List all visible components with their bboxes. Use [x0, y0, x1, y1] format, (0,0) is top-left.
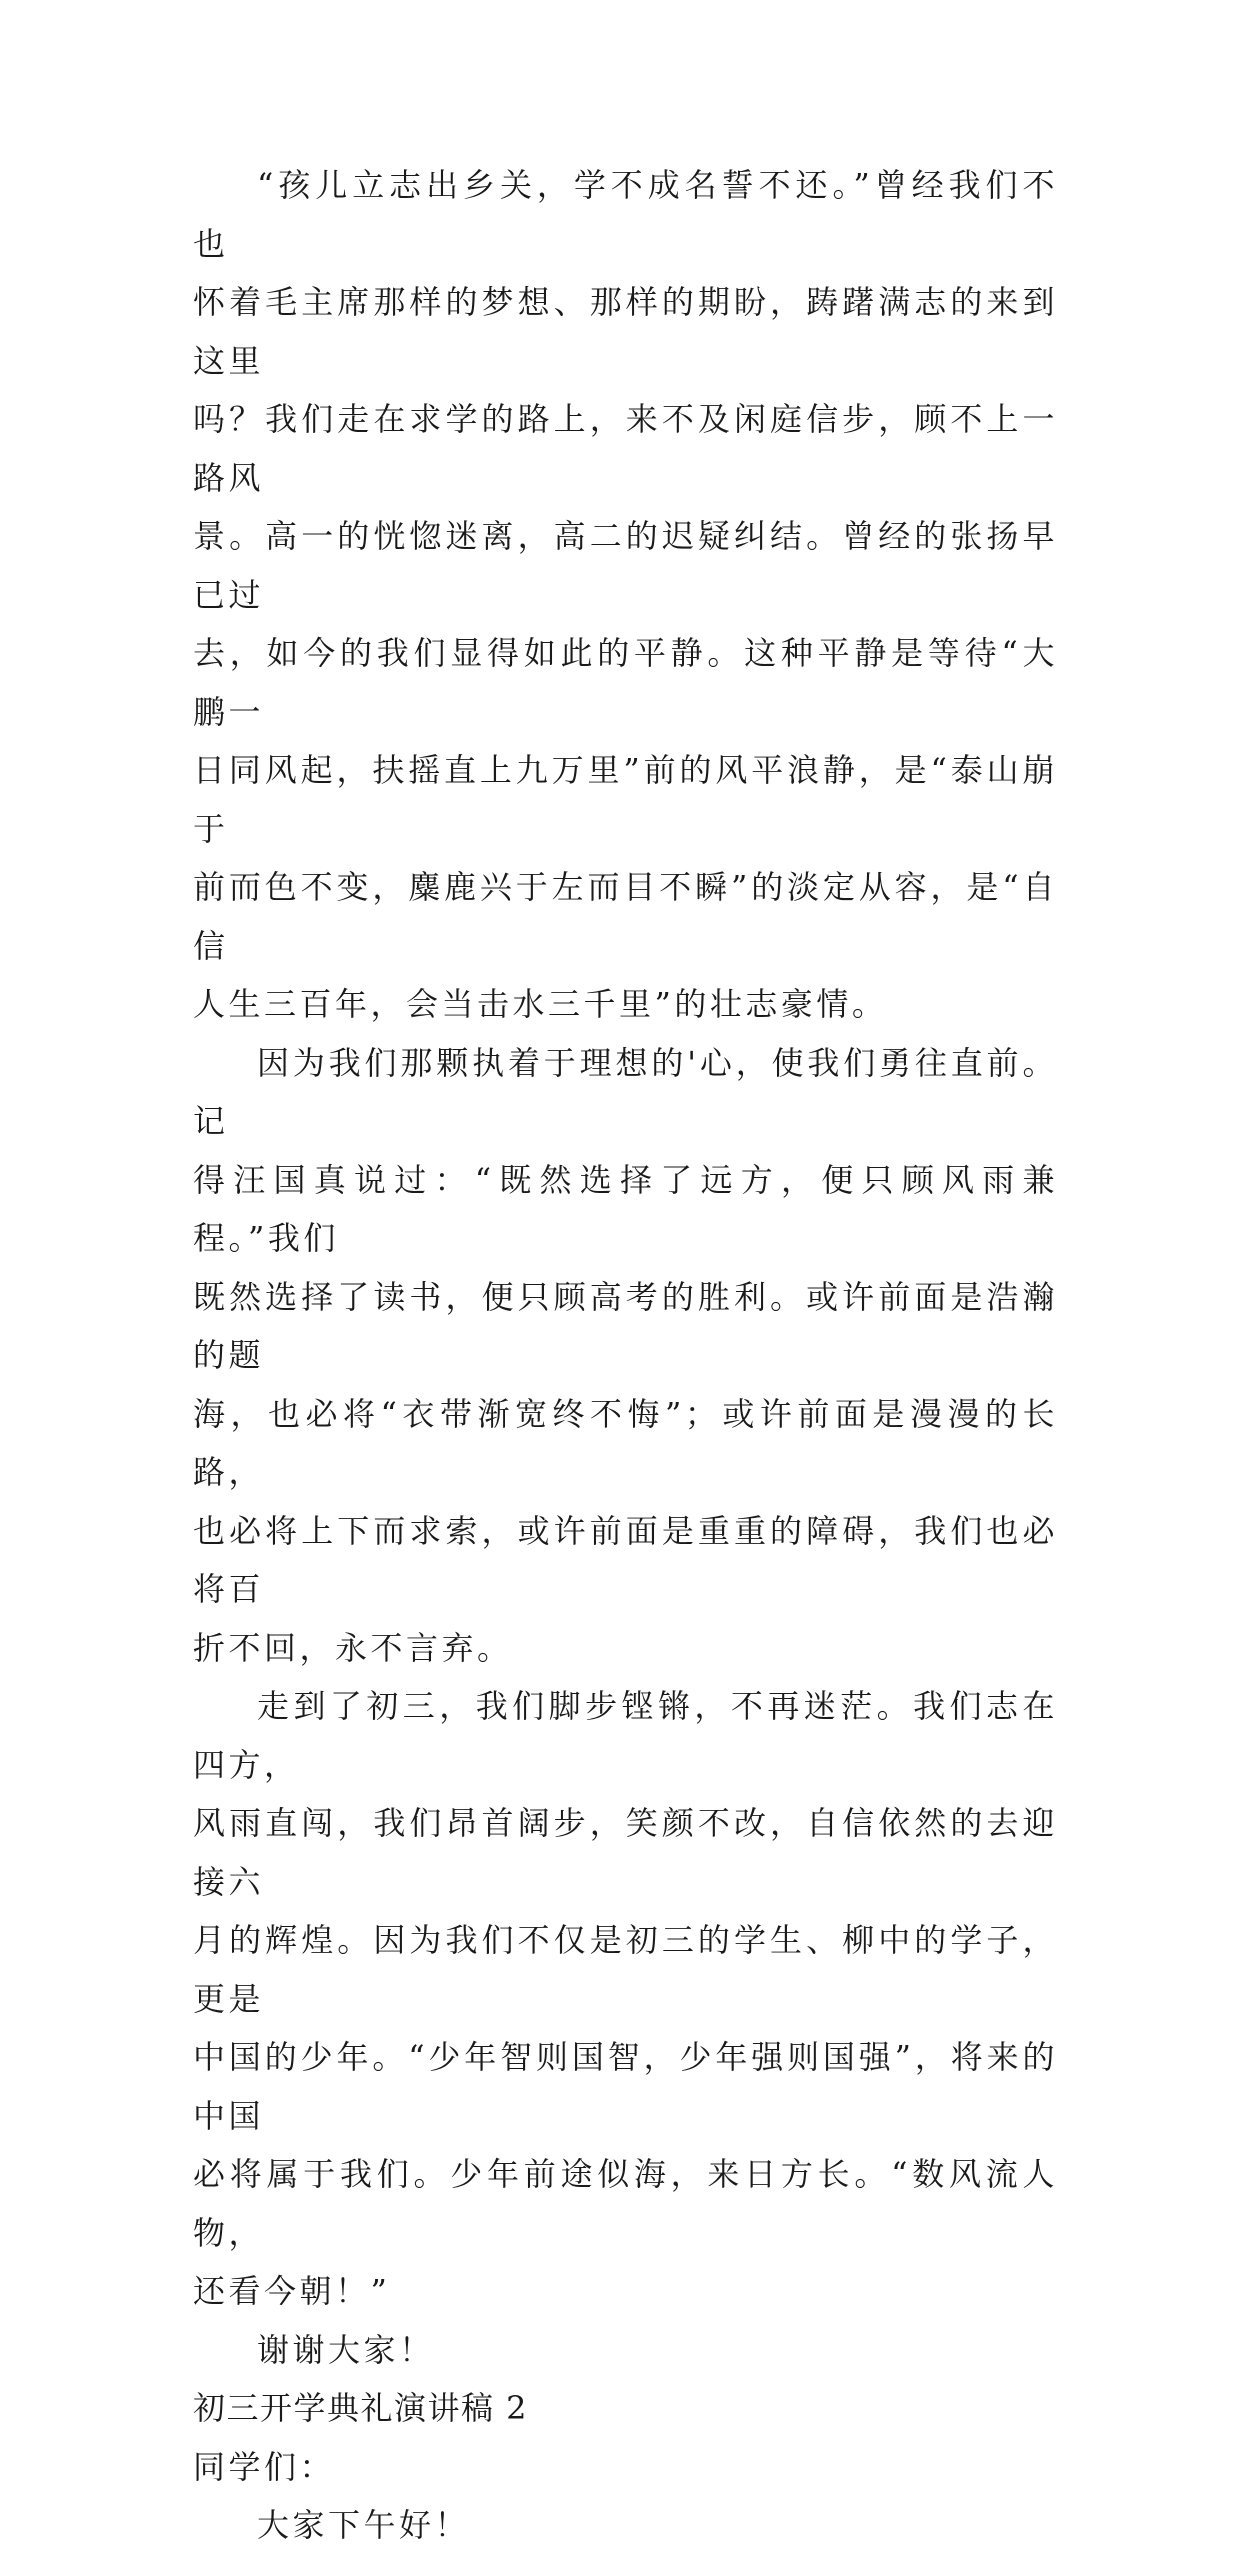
closing-thanks: 谢谢大家！: [257, 2330, 435, 2369]
document-body: [193, 156, 1058, 2555]
greeting: 大家下午好！: [257, 2506, 471, 2544]
salutation: 同学们：: [193, 2447, 336, 2486]
paragraph-3: 走到了初三，我们脚步铿锵，不再迷茫。我们志在四方， 风雨直闯，我们昂首阔步，笑颜不改，自信依然的去迎接六 月的辉煌。因为我们不仅是初三的学生、柳中的学子，更是 中国的少年。“少年智则国智，少年强则国强”，将来的中国 必将属于我们。少年前途似海，来日方长。“数风流人物， 还看今朝！”: [193, 1687, 1058, 2310]
paragraph-1: “孩儿立志出乡关，学不成名誓不还。”曾经我们不也 怀着毛主席那样的梦想、那样的期盼，踌躇满志的来到这里 吗？我们走在求学的路上，来不及闲庭信步，顾不上一路风 景。高一的恍惚迷离，高二的迟疑纠结。曾经的张扬早已过 去，如今的我们显得如此的平静。这种平静是等待“大鹏一 日同风起，扶摇直上九万里”前的风平浪静，是“泰山崩于 前而色不变，麋鹿兴于左而目不瞬”的淡定从容，是“自信 人生三百年，会当击水三千里”的壮志豪情。: [193, 166, 1058, 1023]
section-title: 初三开学典礼演讲稿 2: [193, 2389, 529, 2427]
paragraph-2: 因为我们那颗执着于理想的'心，使我们勇往直前。记 得汪国真说过：“既然选择了远方，便只顾风雨兼程。”我们 既然选择了读书，便只顾高考的胜利。或许前面是浩瀚的题 海，也必将“衣带渐宽终不悔”；或许前面是漫漫的长路， 也必将上下而求索，或许前面是重重的障碍，我们也必将百 折不回，永不言弃。: [193, 1043, 1058, 1667]
